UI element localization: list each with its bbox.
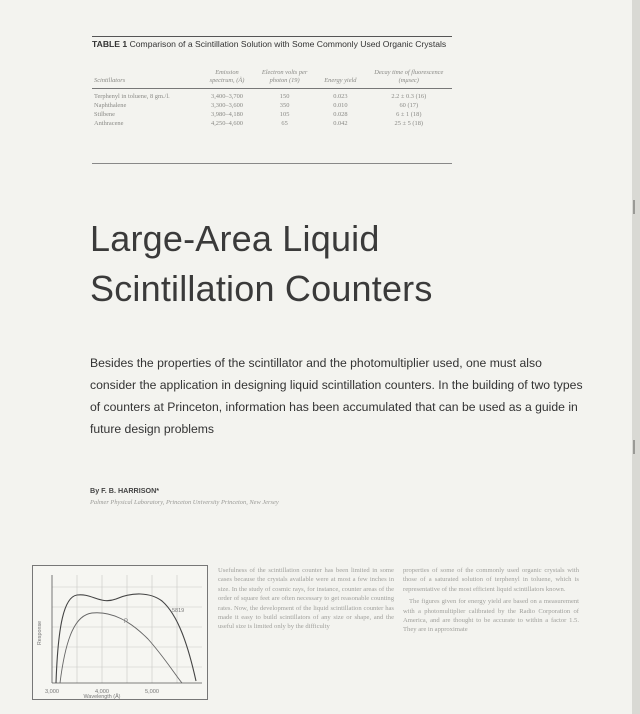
table-cell: 350: [279, 102, 290, 109]
table-caption-label: TABLE 1: [92, 39, 128, 49]
table-bottom-rule: [92, 163, 452, 164]
table-cell: 3,300–3,600: [211, 102, 243, 109]
table-cell: 0.042: [333, 120, 348, 127]
figure-ylabel: Response: [37, 620, 43, 646]
curve-label-5819: 5819: [172, 608, 185, 614]
article-title: [90, 214, 530, 314]
table-row: [92, 89, 452, 102]
comparison-table: [92, 68, 452, 129]
table-cell: Stilbene: [94, 111, 115, 118]
header-scintillators: Scintillators: [94, 77, 126, 84]
x-tick-label: 4,000: [95, 689, 109, 695]
x-tick-label: 5,000: [145, 689, 159, 695]
table-cell: 0.023: [333, 93, 348, 100]
adjacent-page-edge: [632, 0, 640, 714]
body-paragraph: The figures given for energy yield are based on a measurement with a photomultiplier calibrated by the Radio Corporation of America, and are thought to be accurate to within a factor 1.5. They are in approximate: [403, 598, 579, 634]
header-electron-volts: Electron volts per photon (19): [261, 69, 308, 84]
body-column-2: [403, 566, 579, 638]
table-cell: 4,250–4,600: [211, 120, 243, 127]
table-row: [92, 111, 452, 120]
header-emission: Emission spectrum, (Å): [209, 69, 245, 84]
lead-paragraph: Besides the properties of the scintillator and the photomultiplier used, one must also consider the application in designing liquid scintillation counters. In the building of two types of counters at Princeton, information has been accumulated that can be used as a guide in future design problems: [90, 356, 583, 436]
table-row: [92, 102, 452, 111]
table-header-row: [92, 68, 452, 89]
body-column-1: [218, 566, 394, 635]
table-cell: Naphthalene: [94, 102, 127, 109]
header-energy-yield: Energy yield: [324, 77, 357, 84]
table-caption-text: Comparison of a Scintillation Solution with Some Commonly Used Organic Crystals: [129, 39, 447, 49]
table-cell: 2.2 ± 0.3 (16): [391, 93, 427, 100]
x-tick-label: 3,000: [45, 689, 59, 695]
spectral-response-figure: [32, 565, 208, 700]
body-paragraph: Usefulness of the scintillation counter has been limited in some cases because the crystals available were at most a few inches in size. In the study of cosmic rays, for instance, counter areas of the order of square feet are often necessary to get reasonable counting rates. Now, the development of the liquid scintillation counter has made it easy to build scintillators of any size or shape, and the useful size is limited only by the difficulty: [218, 567, 394, 631]
header-decay-time: Decay time of fluorescence (mμsec): [374, 69, 444, 84]
edge-mark: [633, 200, 635, 214]
body-paragraph: properties of some of the commonly used organic crystals with those of a saturated solution of terphenyl in toluene, which is representative of the most efficient liquid scintillators known.: [403, 567, 579, 593]
table-cell: Terphenyl in toluene, 8 gm./l.: [94, 93, 170, 100]
curve-label-p: P: [124, 619, 129, 625]
table-cell: 25 ± 5 (18): [394, 120, 424, 127]
author-byline: By F. B. HARRISON*: [90, 486, 160, 495]
table-cell: 65: [281, 120, 288, 127]
table-row: [92, 120, 452, 129]
table-caption: [92, 36, 452, 50]
table-cell: 0.028: [333, 111, 348, 118]
table-cell: 6 ± 1 (18): [396, 111, 422, 118]
table-cell: 60 (17): [399, 102, 419, 109]
title-line-2: Scintillation Counters: [90, 268, 433, 309]
edge-mark: [633, 440, 635, 454]
title-line-1: Large-Area Liquid: [90, 218, 380, 259]
figure-xlabel: Wavelength (Å): [83, 694, 121, 700]
table-cell: 0.010: [333, 102, 348, 109]
table-cell: 150: [279, 93, 290, 100]
table-cell: 3,980–4,180: [211, 111, 243, 118]
author-affiliation: Palmer Physical Laboratory, Princeton University Princeton, New Jersey: [90, 499, 279, 506]
table-cell: 3,400–3,700: [211, 93, 243, 100]
table-cell: 105: [279, 111, 290, 118]
table-cell: Anthracene: [94, 120, 124, 127]
